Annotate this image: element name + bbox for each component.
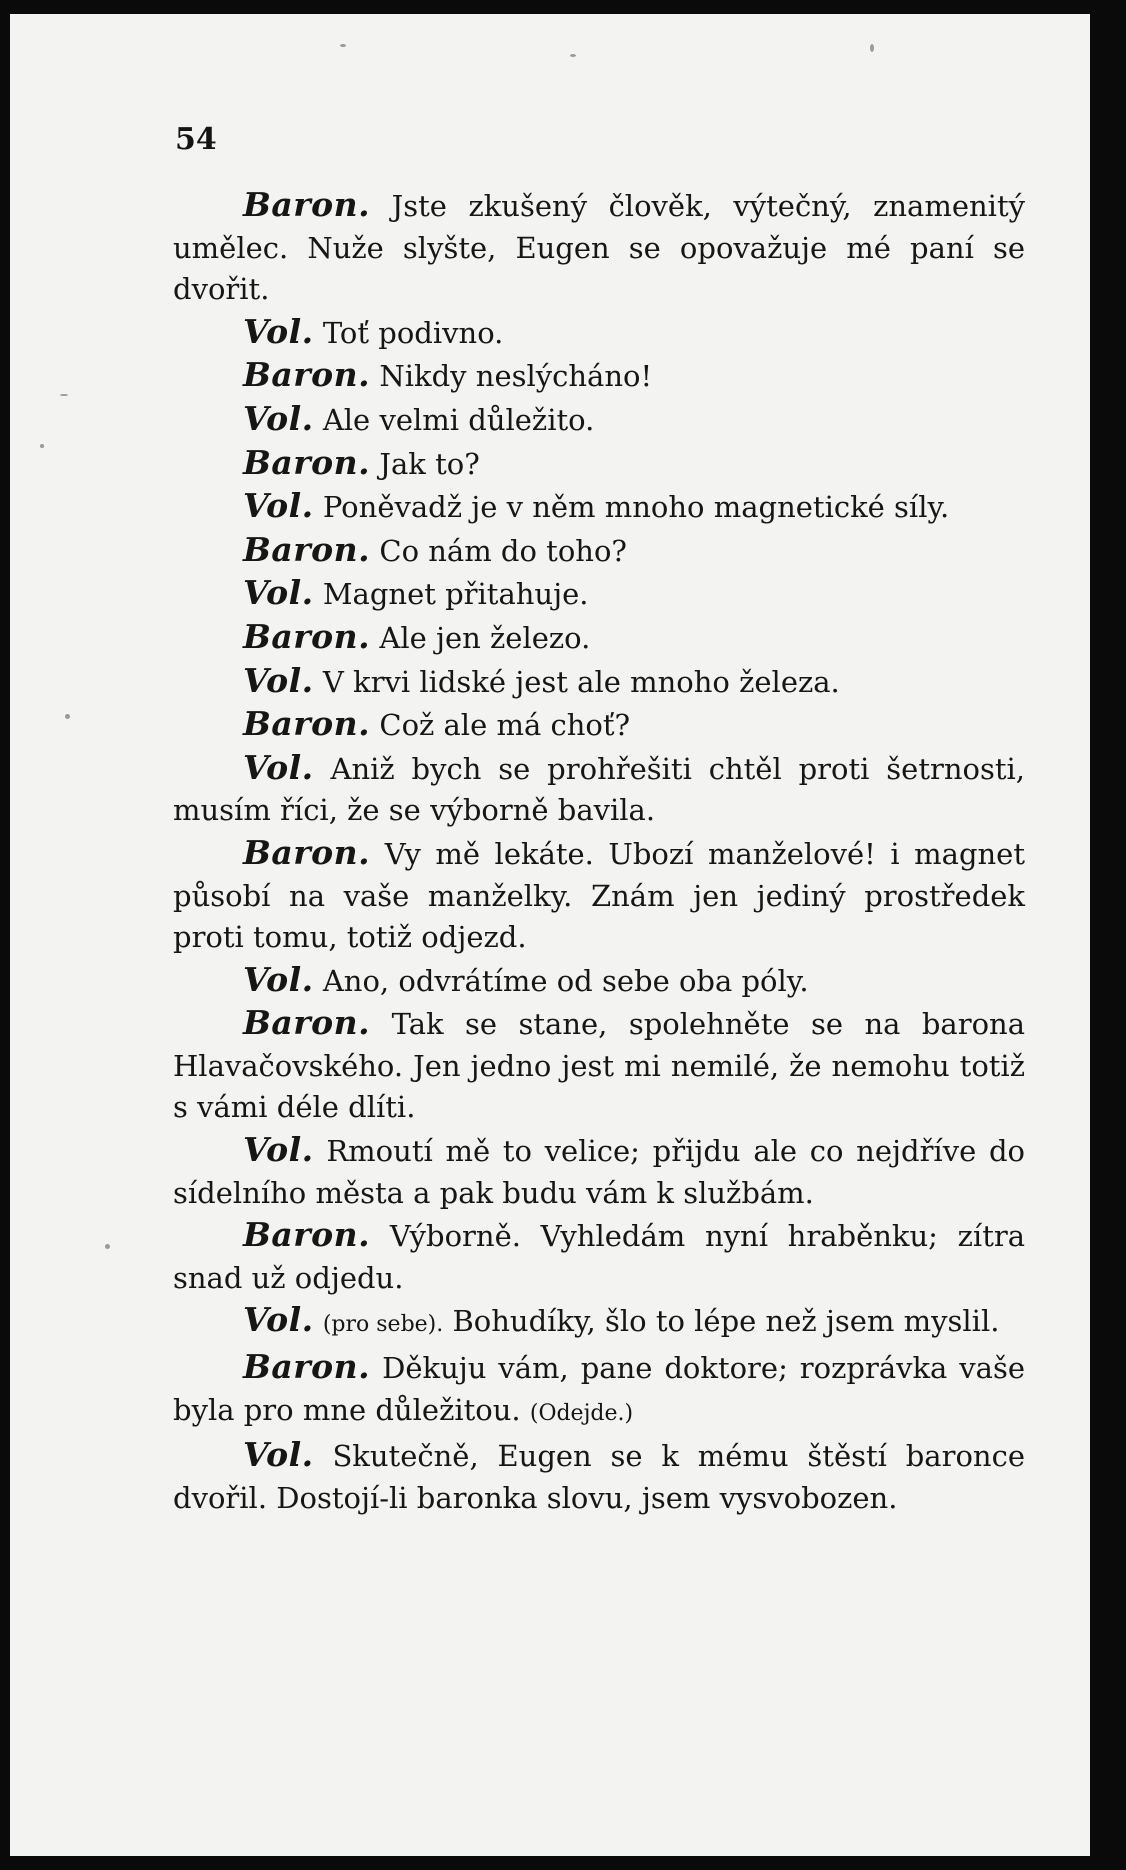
- dialogue-text: [173, 184, 1025, 1519]
- speaker-name: Baron.: [243, 1347, 371, 1387]
- speaker-name: Vol.: [243, 1130, 314, 1170]
- speaker-name: Baron.: [243, 185, 371, 224]
- dialogue-paragraph: [173, 311, 1025, 355]
- dialogue-paragraph: [173, 703, 1025, 747]
- speech-text: V krvi lidské jest ale mnoho železa.: [322, 664, 840, 699]
- page-speck: [40, 444, 44, 448]
- speech-text: Aniž bych se prohřešiti chtěl proti šetrnosti, musím říci, že se výborně bavila.: [173, 751, 1026, 828]
- speech-text: Ale jen železo.: [379, 620, 591, 655]
- stage-direction: (Odejde.): [529, 1400, 634, 1426]
- speaker-name: Baron.: [243, 442, 371, 482]
- speech-text: Ano, odvrátíme od sebe oba póly.: [322, 963, 809, 998]
- dialogue-paragraph: [173, 485, 1025, 529]
- speech-text: Nikdy neslýcháno!: [379, 359, 653, 394]
- speaker-name: Vol.: [243, 1300, 314, 1340]
- dialogue-paragraph: [173, 1299, 1025, 1346]
- speaker-name: Baron.: [243, 355, 371, 395]
- speech-text: Bohudíky, šlo to lépe než jsem myslil.: [452, 1304, 1000, 1339]
- page-speck: [60, 394, 68, 396]
- speaker-name: Vol.: [243, 1435, 314, 1475]
- speaker-name: Vol.: [243, 573, 314, 613]
- speaker-name: Baron.: [243, 1215, 371, 1255]
- speech-text: Tak se stane, spolehněte se na barona Hlavačovského. Jen jedno jest mi nemilé, že nemohu totiž s vámi déle dlíti.: [173, 1007, 1025, 1125]
- dialogue-paragraph: [173, 529, 1025, 573]
- page-speck: [105, 1244, 110, 1249]
- dialogue-paragraph: [173, 616, 1025, 660]
- speaker-name: Baron.: [243, 1003, 371, 1043]
- dialogue-paragraph: [173, 747, 1025, 832]
- speech-text: Děkuju vám, pane doktore; rozprávka vaše byla pro mne důležitou.: [173, 1351, 1026, 1427]
- dialogue-paragraph: [173, 1434, 1025, 1519]
- dialogue-paragraph: [173, 572, 1025, 616]
- speech-text: Vy mě lekáte. Ubozí manželové! i magnet působí na vaše manželky. Znám jen jediný prostředek proti tomu, totiž odjezd.: [173, 836, 1025, 955]
- speech-text: Jste zkušený člověk, výtečný, znamenitý umělec. Nuže slyšte, Eugen se opovažuje mé paní se dvořit.: [173, 189, 1025, 307]
- dialogue-paragraph: [173, 959, 1025, 1003]
- speech-text: Což ale má choť?: [379, 708, 631, 743]
- dialogue-paragraph: [173, 442, 1025, 486]
- book-page: [10, 14, 1090, 1856]
- dialogue-paragraph: [173, 354, 1025, 398]
- dialogue-paragraph: [173, 1214, 1025, 1299]
- speech-text: Magnet přitahuje.: [322, 577, 589, 612]
- speaker-name: Baron.: [243, 529, 371, 569]
- speaker-name: Baron.: [243, 832, 371, 872]
- speech-text: Rmoutí mě to velice; přijdu ale co nejdříve do sídelního města a pak budu vám k službám.: [173, 1134, 1025, 1210]
- page-speck: [65, 714, 70, 719]
- speaker-name: Vol.: [243, 486, 314, 526]
- speaker-name: Vol.: [243, 747, 314, 787]
- speech-text: Jak to?: [379, 446, 480, 481]
- dialogue-paragraph: [173, 660, 1025, 704]
- page-speck: [570, 54, 576, 57]
- speaker-name: Baron.: [243, 704, 371, 744]
- speaker-name: Vol.: [243, 660, 314, 700]
- page-number: 54: [175, 122, 217, 157]
- speaker-name: Baron.: [243, 616, 371, 656]
- dialogue-paragraph: [173, 1346, 1025, 1434]
- dialogue-paragraph: [173, 398, 1025, 442]
- page-speck: [870, 44, 874, 52]
- speaker-name: Vol.: [243, 311, 314, 351]
- speech-text: Výborně. Vyhledám nyní hraběnku; zítra snad už odjedu.: [173, 1219, 1025, 1295]
- dialogue-paragraph: [173, 832, 1025, 959]
- speech-text: Poněvadž je v něm mnoho magnetické síly.: [322, 490, 950, 525]
- speaker-name: Vol.: [243, 398, 314, 438]
- stage-direction: (pro sebe).: [322, 1312, 444, 1338]
- speech-text: Skutečně, Eugen se k mému štěstí baronce dvořil. Dostojí-li baronka slovu, jsem vysvobozen.: [173, 1439, 1025, 1515]
- page-speck: [340, 44, 346, 47]
- speech-text: Co nám do toho?: [379, 533, 627, 568]
- speaker-name: Vol.: [243, 959, 314, 999]
- speech-text: Ale velmi důležito.: [322, 402, 595, 437]
- dialogue-paragraph: [173, 184, 1025, 311]
- dialogue-paragraph: [173, 1002, 1025, 1129]
- speech-text: Toť podivno.: [322, 315, 504, 350]
- dialogue-paragraph: [173, 1129, 1025, 1214]
